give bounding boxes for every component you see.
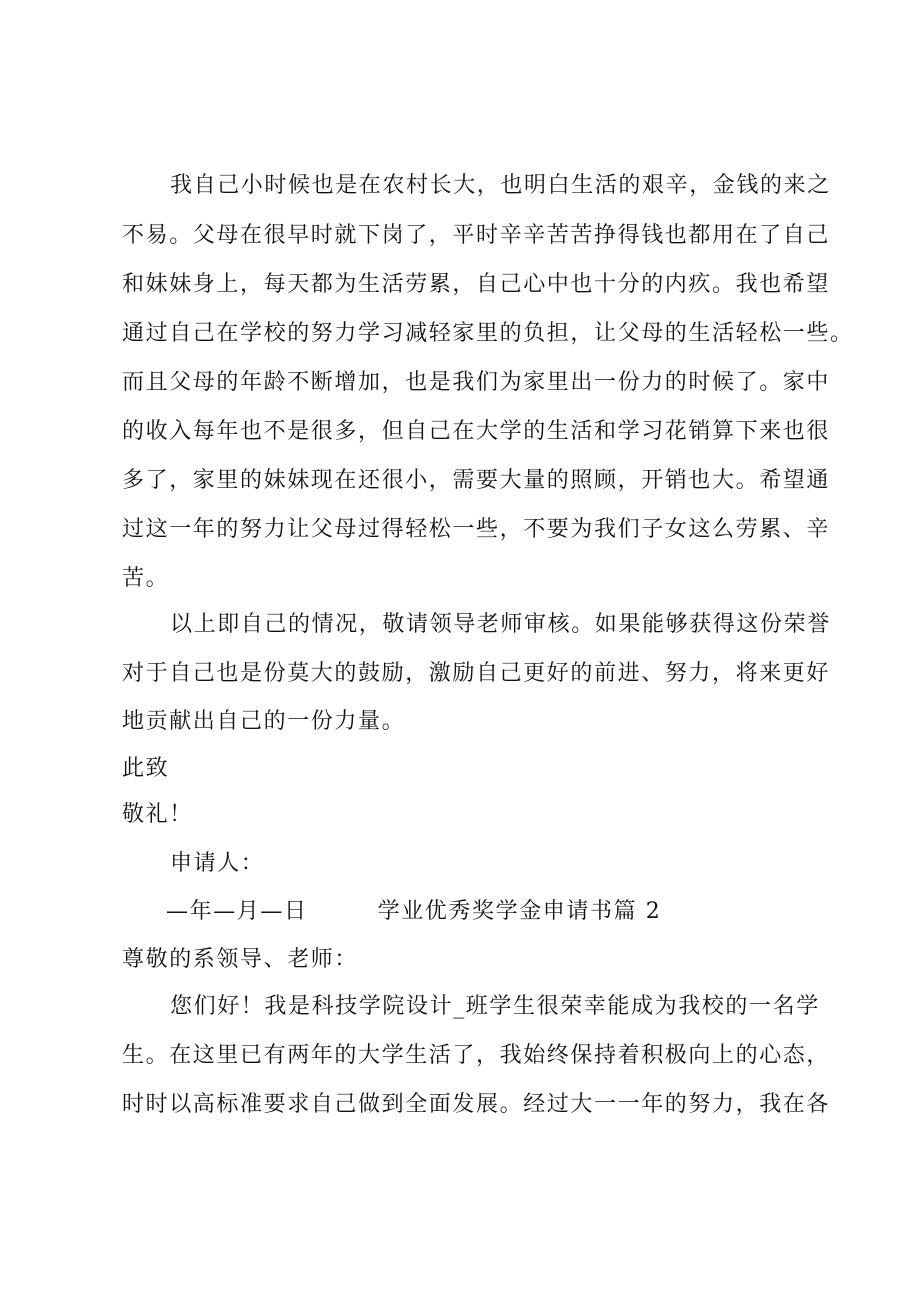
para3-line: 您们好！我是科技学院设计_班学生很荣幸能成为我校的一名学 — [170, 994, 820, 1019]
para2-line: 以上即自己的情况，敬请领导老师审核。如果能够获得这份荣誉 — [170, 612, 831, 637]
para1-line: 不易。父母在很早时就下岗了，平时辛辛苦苦挣得钱也都用在了自己 — [122, 223, 831, 248]
para1-line: 过这一年的努力让父母过得轻松一些，不要为我们子女这么劳累、辛 — [122, 517, 831, 542]
para1-line: 的收入每年也不是很多，但自己在大学的生活和学习花销算下来也很 — [122, 419, 831, 444]
para1-line: 苦。 — [122, 566, 170, 591]
para1-line: 和妹妹身上，每天都为生活劳累，自己心中也十分的内疚。我也希望 — [122, 272, 831, 297]
salutation: 尊敬的系领导、老师： — [122, 947, 359, 972]
section-title: 学业优秀奖学金申请书篇 2 — [377, 899, 662, 924]
para1-line: 多了，家里的妹妹现在还很小，需要大量的照顾，开销也大。希望通 — [122, 468, 831, 493]
date-text: —年—月—日 — [166, 899, 308, 924]
para3-line: 生。在这里已有两年的大学生活了，我始终保持着积极向上的心态， — [122, 1043, 831, 1068]
para1-line: 通过自己在学校的努力学习减轻家里的负担，让父母的生活轻松一些。 — [122, 321, 854, 346]
para2-line: 地贡献出自己的一份力量。 — [122, 709, 406, 734]
date-title-line — [166, 897, 661, 927]
para2-line: 对于自己也是份莫大的鼓励，激励自己更好的前进、努力，将来更好 — [122, 661, 831, 686]
applicant-label: 申请人： — [170, 851, 265, 876]
closing-text: 此致 — [122, 756, 170, 781]
para1-line: 而且父母的年龄不断增加，也是我们为家里出一份力的时候了。家中 — [122, 370, 831, 395]
para1-line: 我自己小时候也是在农村长大，也明白生活的艰辛，金钱的来之 — [170, 173, 831, 198]
para3-line: 时时以高标准要求自己做到全面发展。经过大一一年的努力，我在各 — [122, 1092, 831, 1117]
closing-text: 敬礼！ — [122, 802, 193, 827]
